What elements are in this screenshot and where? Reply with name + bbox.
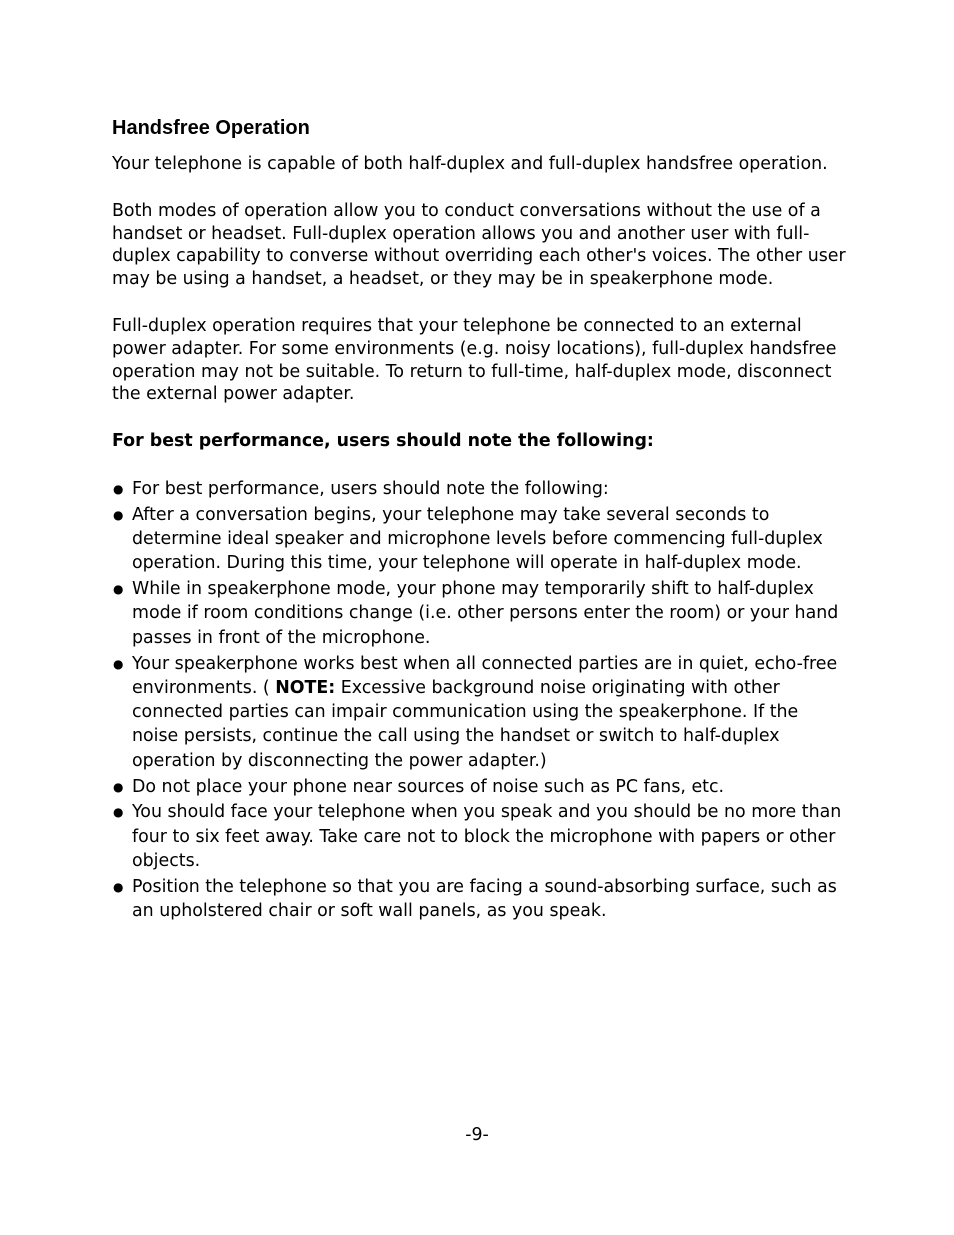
list-item-text — [132, 654, 837, 771]
document-page — [112, 116, 847, 925]
list-item-text-after-note: Excessive background noise originating with other connected parties can impair communication using the speakerphone. If the noise persists, continue the call using the handset or switch to half-duplex operation by disconnecting the power adapter.) — [132, 677, 799, 771]
bullet-icon: ● — [113, 805, 124, 820]
list-item-text: After a conversation begins, your telephone may take several seconds to determine ideal speaker and microphone levels before commencing full-duplex operation. During this time, your telephone will operate in half-duplex mode. — [132, 504, 823, 574]
list-item — [112, 577, 847, 650]
bullet-icon: ● — [113, 481, 124, 496]
list-item-text: While in speakerphone mode, your phone may temporarily shift to half-duplex mode if room conditions change (i.e. other persons enter the room) or your hand passes in front of the microphone. — [132, 579, 839, 648]
list-item — [112, 775, 847, 799]
list-item — [112, 875, 847, 924]
paragraph-intro: Your telephone is capable of both half-duplex and full-duplex handsfree operation. — [112, 154, 828, 174]
bullet-icon: ● — [113, 507, 124, 522]
list-item — [112, 652, 847, 773]
bullet-icon: ● — [113, 879, 124, 894]
performance-subheading: For best performance, users should note the following: — [112, 431, 654, 452]
section-heading: Handsfree Operation — [112, 117, 310, 139]
list-item-text-before-note: Your speakerphone works best when all connected parties are in quiet, echo-free environments. ( — [132, 653, 838, 698]
list-item — [112, 503, 847, 576]
bullet-icon: ● — [113, 779, 124, 794]
list-item — [112, 477, 847, 501]
list-item-text: Do not place your phone near sources of noise such as PC fans, etc. — [132, 776, 725, 797]
list-item-text: For best performance, users should note the following: — [132, 478, 609, 499]
list-item-text: Position the telephone so that you are facing a sound-absorbing surface, such as an upholstered chair or soft wall panels, as you speak. — [132, 876, 837, 922]
paragraph-full-duplex: Full-duplex operation requires that your telephone be connected to an external power adapter. For some environments (e.g. noisy locations), full-duplex handsfree operation may not be suitable. To return to full-time, half-duplex mode, disconnect the external power adapter. — [112, 315, 837, 405]
list-item — [112, 800, 847, 873]
page-number: -9- — [465, 1125, 489, 1145]
paragraph-modes: Both modes of operation allow you to conduct conversations without the use of a handset or headset. Full-duplex operation allows you and another user with full-duplex capability to converse without overriding each other's voices. The other user may be using a handset, a headset, or they may be in speakerphone mode. — [112, 200, 846, 290]
performance-tips-list — [112, 477, 847, 923]
list-item-text: You should face your telephone when you speak and you should be no more than four to six feet away. Take care not to block the microphone with papers or other objects. — [132, 802, 842, 871]
note-label: NOTE: — [275, 677, 336, 698]
bullet-icon: ● — [113, 656, 124, 671]
bullet-icon: ● — [113, 582, 124, 597]
